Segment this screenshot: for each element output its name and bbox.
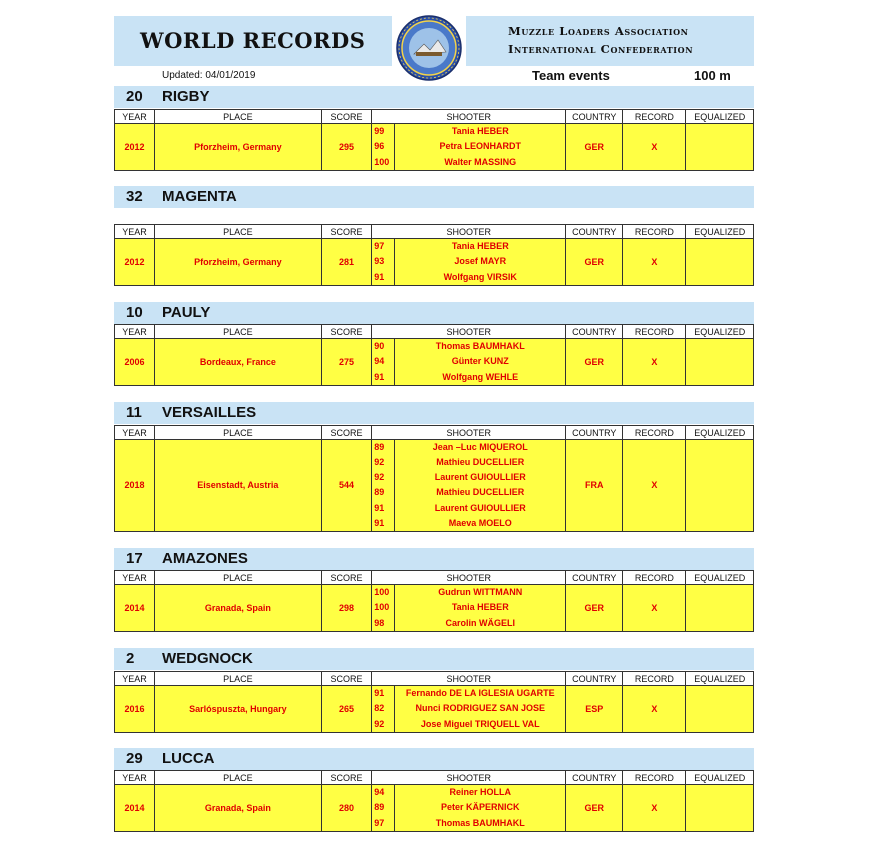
column-header-country: COUNTRY — [566, 110, 623, 124]
column-header-equalized: EQUALIZED — [686, 426, 754, 440]
column-header-shooter: SHOOTER — [372, 571, 566, 585]
record-cell: X — [623, 239, 686, 286]
shooter-points: 91 — [372, 516, 395, 531]
table-header-row — [115, 225, 754, 239]
shooter-points: 97 — [372, 816, 395, 831]
event-name: LUCCA — [162, 750, 215, 767]
column-header-score: SCORE — [321, 225, 372, 239]
event-number: 32 — [126, 188, 143, 205]
shooter-name: Thomas BAUMHAKL — [435, 341, 525, 351]
shooter-name: Wolfgang WEHLE — [442, 371, 519, 382]
records-table-wedgnock — [114, 671, 754, 733]
shooter-points: 100 — [372, 155, 395, 170]
shooter-points: 92 — [372, 455, 395, 470]
shooter-name: Mathieu DUCELLIER — [436, 457, 525, 468]
column-header-year: YEAR — [115, 110, 155, 124]
shooter-points: 92 — [372, 470, 395, 485]
table-header-row — [115, 325, 754, 339]
year-cell: 2006 — [115, 339, 155, 386]
event-title-magenta — [114, 186, 754, 208]
place-cell: Pforzheim, Germany — [155, 239, 322, 286]
shooter-cell — [372, 339, 566, 386]
shooter-row — [372, 239, 565, 254]
column-header-equalized: EQUALIZED — [686, 672, 754, 686]
shooter-points: 98 — [372, 616, 395, 631]
column-header-shooter: SHOOTER — [372, 325, 566, 339]
country-cell: GER — [566, 585, 623, 632]
shooter-row — [372, 785, 565, 800]
shooter-row — [372, 585, 565, 600]
shooter-name: Tania HEBER — [451, 241, 509, 251]
table-row — [115, 339, 754, 386]
column-header-country: COUNTRY — [566, 426, 623, 440]
column-header-record: RECORD — [623, 426, 686, 440]
shooter-row — [372, 516, 565, 531]
table-row — [115, 585, 754, 632]
column-header-shooter: SHOOTER — [372, 672, 566, 686]
column-header-score: SCORE — [321, 771, 372, 785]
event-title-versailles — [114, 402, 754, 424]
country-cell: GER — [566, 239, 623, 286]
shooter-points: 89 — [372, 485, 395, 500]
shooter-name: Walter MASSING — [444, 156, 517, 167]
column-header-record: RECORD — [623, 110, 686, 124]
event-name: PAULY — [162, 304, 211, 321]
event-number: 20 — [126, 88, 143, 105]
shooter-points: 92 — [372, 717, 395, 732]
column-header-place: PLACE — [155, 225, 322, 239]
shooter-row — [372, 701, 565, 716]
shooter-points: 91 — [372, 370, 395, 385]
shooter-name: Mathieu DUCELLIER — [436, 487, 525, 498]
column-header-country: COUNTRY — [566, 571, 623, 585]
shooter-name: Tania HEBER — [451, 126, 509, 136]
shooter-row — [372, 717, 565, 732]
shooter-cell — [372, 785, 566, 832]
updated-date: Updated: 04/01/2019 — [162, 70, 256, 81]
column-header-place: PLACE — [155, 110, 322, 124]
event-number: 17 — [126, 550, 143, 567]
table-header-row — [115, 571, 754, 585]
distance-label: 100 m — [694, 68, 731, 83]
shooter-name: Jean –Luc MIQUEROL — [432, 442, 528, 452]
year-cell: 2018 — [115, 440, 155, 532]
column-header-country: COUNTRY — [566, 771, 623, 785]
shooter-name: Maeva MOELO — [448, 517, 512, 528]
shooter-row — [372, 600, 565, 615]
column-header-place: PLACE — [155, 771, 322, 785]
column-header-place: PLACE — [155, 325, 322, 339]
shooter-points: 91 — [372, 686, 395, 701]
shooter-cell — [372, 686, 566, 733]
year-cell: 2014 — [115, 785, 155, 832]
shooter-row — [372, 616, 565, 631]
column-header-place: PLACE — [155, 426, 322, 440]
shooter-points: 89 — [372, 800, 395, 815]
event-number: 10 — [126, 304, 143, 321]
year-cell: 2014 — [115, 585, 155, 632]
event-name: VERSAILLES — [162, 404, 257, 421]
shooter-row — [372, 440, 565, 455]
shooter-row — [372, 270, 565, 285]
event-number: 11 — [126, 404, 142, 421]
country-cell: GER — [566, 785, 623, 832]
score-cell: 295 — [321, 124, 372, 171]
shooter-row — [372, 370, 565, 385]
shooter-points: 90 — [372, 339, 395, 354]
shooter-name: Peter KÄPERNICK — [441, 802, 520, 813]
column-header-score: SCORE — [321, 426, 372, 440]
record-cell: X — [623, 585, 686, 632]
shooter-name: Petra LEONHARDT — [439, 141, 522, 152]
shooter-points: 91 — [372, 270, 395, 285]
shooter-name: Josef MAYR — [454, 256, 507, 267]
equalized-cell — [686, 686, 754, 733]
equalized-cell — [686, 785, 754, 832]
column-header-shooter: SHOOTER — [372, 110, 566, 124]
score-cell: 298 — [321, 585, 372, 632]
shooter-row — [372, 254, 565, 269]
event-name: WEDGNOCK — [162, 650, 253, 667]
event-number: 2 — [126, 650, 135, 667]
shooter-points: 99 — [372, 124, 395, 139]
shooter-name: Wolfgang VIRSIK — [443, 271, 517, 282]
column-header-equalized: EQUALIZED — [686, 571, 754, 585]
records-table-amazones — [114, 570, 754, 632]
place-cell: Pforzheim, Germany — [155, 124, 322, 171]
column-header-record: RECORD — [623, 325, 686, 339]
shooter-name: Reiner HOLLA — [449, 787, 512, 797]
page-title: WORLD RECORDS — [140, 28, 366, 53]
event-title-wedgnock — [114, 648, 754, 670]
equalized-cell — [686, 440, 754, 532]
place-cell: Eisenstadt, Austria — [155, 440, 322, 532]
shooter-row — [372, 686, 565, 701]
shooter-points: 100 — [372, 600, 395, 615]
table-header-row — [115, 426, 754, 440]
table-row — [115, 124, 754, 171]
title-box — [114, 16, 392, 66]
shooter-name: Carolin WÄGELI — [445, 617, 516, 628]
shooter-name: Thomas BAUMHAKL — [435, 817, 525, 828]
shooter-row — [372, 816, 565, 831]
shooter-points: 93 — [372, 254, 395, 269]
column-header-year: YEAR — [115, 672, 155, 686]
column-header-year: YEAR — [115, 325, 155, 339]
equalized-cell — [686, 585, 754, 632]
column-header-shooter: SHOOTER — [372, 771, 566, 785]
table-header-row — [115, 672, 754, 686]
year-cell: 2012 — [115, 239, 155, 286]
shooter-points: 94 — [372, 354, 395, 369]
shooter-row — [372, 155, 565, 170]
shooter-cell — [372, 585, 566, 632]
shooter-cell — [372, 239, 566, 286]
shooter-row — [372, 800, 565, 815]
shooter-row — [372, 354, 565, 369]
shooter-row — [372, 485, 565, 500]
column-header-equalized: EQUALIZED — [686, 110, 754, 124]
event-title-pauly — [114, 302, 754, 324]
table-header-row — [115, 771, 754, 785]
column-header-equalized: EQUALIZED — [686, 325, 754, 339]
shooter-cell — [372, 124, 566, 171]
column-header-record: RECORD — [623, 225, 686, 239]
column-header-country: COUNTRY — [566, 672, 623, 686]
table-row — [115, 785, 754, 832]
country-cell: ESP — [566, 686, 623, 733]
column-header-score: SCORE — [321, 325, 372, 339]
shooter-name: Günter KUNZ — [451, 356, 509, 367]
place-cell: Sarlóspuszta, Hungary — [155, 686, 322, 733]
organization-name-line2: International Confederation — [508, 42, 694, 56]
organization-name-line1: Muzzle Loaders Association — [508, 24, 689, 38]
shooter-row — [372, 470, 565, 485]
shooter-points: 96 — [372, 139, 395, 154]
column-header-score: SCORE — [321, 571, 372, 585]
score-cell: 544 — [321, 440, 372, 532]
records-table-pauly — [114, 324, 754, 386]
country-cell: GER — [566, 124, 623, 171]
event-number: 29 — [126, 750, 143, 767]
column-header-record: RECORD — [623, 771, 686, 785]
column-header-country: COUNTRY — [566, 225, 623, 239]
column-header-equalized: EQUALIZED — [686, 225, 754, 239]
shooter-points: 91 — [372, 501, 395, 516]
records-table-lucca — [114, 770, 754, 832]
event-title-lucca — [114, 748, 754, 770]
event-title-amazones — [114, 548, 754, 570]
year-cell: 2012 — [115, 124, 155, 171]
place-cell: Granada, Spain — [155, 785, 322, 832]
table-row — [115, 686, 754, 733]
column-header-record: RECORD — [623, 672, 686, 686]
shooter-name: Laurent GUIOULLIER — [434, 502, 526, 513]
shooter-name: Fernando DE LA IGLESIA UGARTE — [405, 688, 555, 698]
score-cell: 265 — [321, 686, 372, 733]
shooter-points: 82 — [372, 701, 395, 716]
shooter-points: 94 — [372, 785, 395, 800]
record-cell: X — [623, 124, 686, 171]
column-header-score: SCORE — [321, 110, 372, 124]
country-cell: GER — [566, 339, 623, 386]
year-cell: 2016 — [115, 686, 155, 733]
table-row — [115, 440, 754, 532]
equalized-cell — [686, 124, 754, 171]
records-table-versailles — [114, 425, 754, 532]
column-header-shooter: SHOOTER — [372, 426, 566, 440]
record-cell: X — [623, 785, 686, 832]
shooter-row — [372, 124, 565, 139]
world-records-document — [114, 14, 754, 828]
event-type-label: Team events — [532, 68, 610, 83]
score-cell: 275 — [321, 339, 372, 386]
shooter-row — [372, 455, 565, 470]
event-name: AMAZONES — [162, 550, 248, 567]
column-header-place: PLACE — [155, 571, 322, 585]
column-header-year: YEAR — [115, 225, 155, 239]
column-header-year: YEAR — [115, 771, 155, 785]
shooter-points: 89 — [372, 440, 395, 455]
equalized-cell — [686, 339, 754, 386]
shooter-name: Jose Miguel TRIQUELL VAL — [420, 718, 540, 729]
equalized-cell — [686, 239, 754, 286]
shooter-cell — [372, 440, 566, 532]
shooter-name: Tania HEBER — [451, 602, 509, 613]
record-cell: X — [623, 440, 686, 532]
record-cell: X — [623, 686, 686, 733]
score-cell: 281 — [321, 239, 372, 286]
shooter-row — [372, 501, 565, 516]
column-header-score: SCORE — [321, 672, 372, 686]
records-table-magenta — [114, 224, 754, 286]
column-header-equalized: EQUALIZED — [686, 771, 754, 785]
shooter-points: 100 — [372, 585, 395, 600]
organization-box — [466, 16, 754, 66]
column-header-year: YEAR — [115, 571, 155, 585]
column-header-place: PLACE — [155, 672, 322, 686]
event-name: MAGENTA — [162, 188, 237, 205]
table-header-row — [115, 110, 754, 124]
shooter-name: Laurent GUIOULLIER — [434, 472, 526, 483]
column-header-year: YEAR — [115, 426, 155, 440]
shooter-row — [372, 139, 565, 154]
records-table-rigby — [114, 109, 754, 171]
score-cell: 280 — [321, 785, 372, 832]
country-cell: FRA — [566, 440, 623, 532]
shooter-row — [372, 339, 565, 354]
place-cell: Granada, Spain — [155, 585, 322, 632]
event-title-rigby — [114, 86, 754, 108]
place-cell: Bordeaux, France — [155, 339, 322, 386]
event-name: RIGBY — [162, 88, 210, 105]
table-row — [115, 239, 754, 286]
column-header-record: RECORD — [623, 571, 686, 585]
record-cell: X — [623, 339, 686, 386]
shooter-points: 97 — [372, 239, 395, 254]
shooter-name: Gudrun WITTMANN — [438, 587, 523, 597]
column-header-country: COUNTRY — [566, 325, 623, 339]
association-seal-icon — [394, 14, 464, 82]
column-header-shooter: SHOOTER — [372, 225, 566, 239]
shooter-name: Nunci RODRIGUEZ SAN JOSE — [415, 703, 546, 714]
